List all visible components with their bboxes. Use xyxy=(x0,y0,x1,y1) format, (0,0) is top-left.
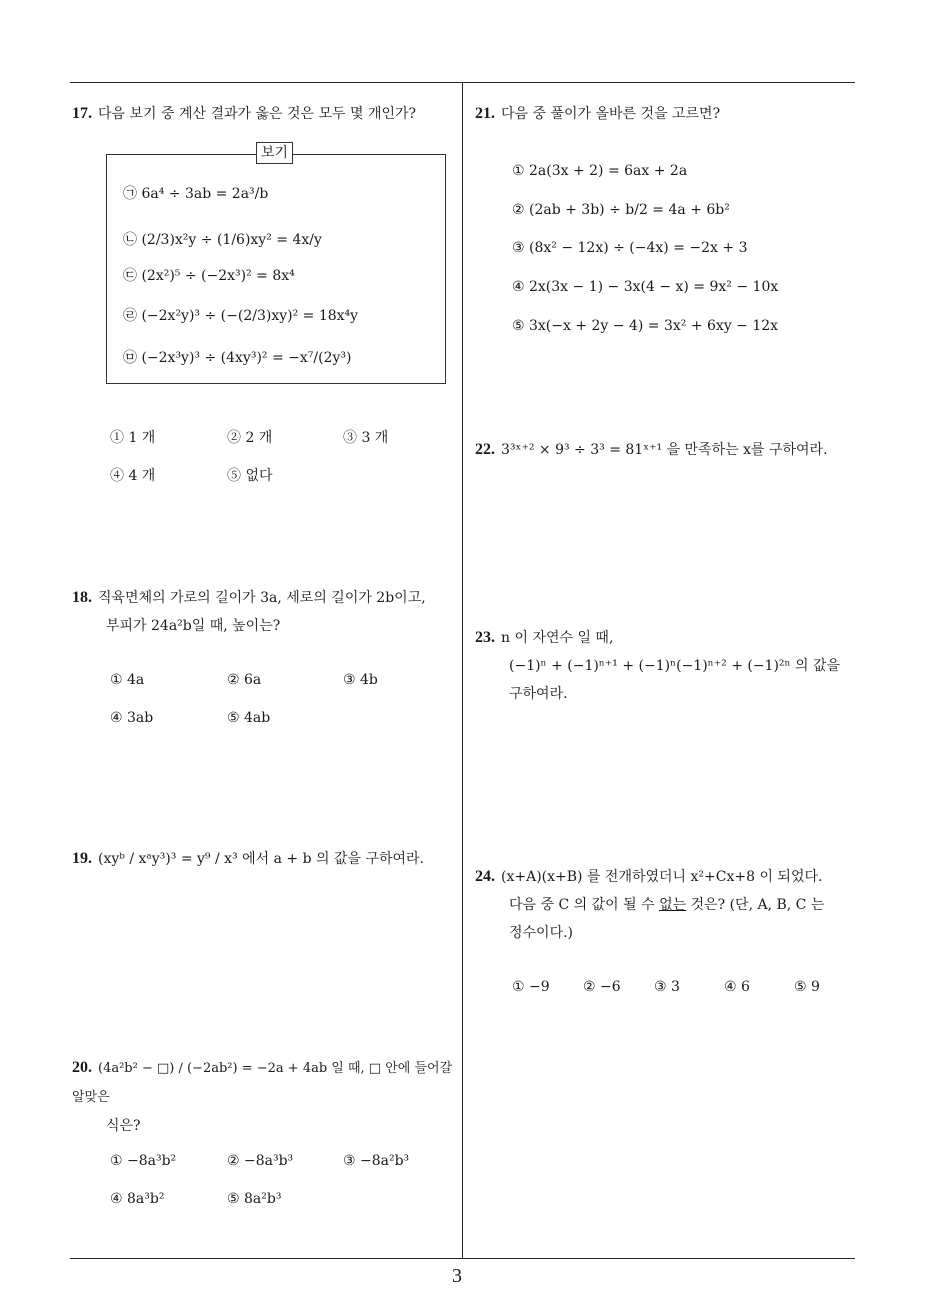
option-5[interactable]: ⑤ 3x(−x + 2y − 4) = 3x² + 6xy − 12x xyxy=(512,318,779,334)
question-text: (xyᵇ / xᵃy³)³ = y⁹ / x³ 에서 a + b 의 값을 구하여라. xyxy=(98,851,425,867)
question-text-line1: (x+A)(x+B) 를 전개하였더니 x²+Cx+8 이 되었다. xyxy=(501,869,823,885)
option-1[interactable]: ① 1 개 xyxy=(110,430,156,446)
question-text-line1: (4a²b² − □) / (−2ab²) = −2a + 4ab 일 때, □ 안에 들어갈 알맞은 xyxy=(72,1061,453,1105)
option-5[interactable]: ⑤ 4ab xyxy=(227,710,271,726)
example-box xyxy=(106,154,446,384)
question-number: 23. xyxy=(475,629,495,646)
question-19 xyxy=(72,845,457,873)
option-4[interactable]: ④ 4 개 xyxy=(110,468,156,484)
option-4[interactable]: ④ 2x(3x − 1) − 3x(4 − x) = 9x² − 10x xyxy=(512,279,779,295)
example-item-5: ㉤ (−2x³y)³ ÷ (4xy³)² = −x⁷/(2y³) xyxy=(123,350,352,366)
option-1[interactable]: ① −8a³b² xyxy=(110,1153,177,1169)
question-17 xyxy=(72,100,457,128)
question-number: 24. xyxy=(475,868,495,885)
option-4[interactable]: ④ 3ab xyxy=(110,710,154,726)
page-number: 3 xyxy=(452,1265,462,1287)
question-21 xyxy=(475,100,855,128)
question-text-line1: 직육면체의 가로의 길이가 3a, 세로의 길이가 2b이고, xyxy=(98,590,426,606)
question-18 xyxy=(72,584,457,640)
example-box-label: 보기 xyxy=(256,142,293,164)
question-text-line2a: 다음 중 C 의 값이 될 수 xyxy=(509,897,660,913)
option-2[interactable]: ② 6a xyxy=(227,672,262,688)
option-1[interactable]: ① −9 xyxy=(512,979,550,995)
question-number: 19. xyxy=(72,850,92,867)
question-text-line2b: 것은? (단, A, B, C 는 xyxy=(686,897,825,913)
example-item-4: ㉣ (−2x²y)³ ÷ (−(2/3)xy)² = 18x⁴y xyxy=(123,308,359,324)
question-text: 다음 중 풀이가 올바른 것을 고르면? xyxy=(501,106,721,122)
option-4[interactable]: ④ 8a³b² xyxy=(110,1191,165,1207)
option-5[interactable]: ⑤ 9 xyxy=(794,979,820,995)
question-24 xyxy=(475,863,860,947)
option-3[interactable]: ③ 3 xyxy=(654,979,680,995)
emphasis-underline: 없는 xyxy=(659,897,687,913)
option-2[interactable]: ② −8a³b³ xyxy=(227,1153,294,1169)
bottom-rule xyxy=(70,1258,855,1259)
option-4[interactable]: ④ 6 xyxy=(724,979,750,995)
question-text-line2: (−1)ⁿ + (−1)ⁿ⁺¹ + (−1)ⁿ(−1)ⁿ⁺² + (−1)²ⁿ 의 값을 xyxy=(509,658,841,674)
option-2[interactable]: ② −6 xyxy=(583,979,621,995)
question-text: 3³ˣ⁺² × 9³ ÷ 3³ = 81ˣ⁺¹ 을 만족하는 x를 구하여라. xyxy=(501,442,828,458)
question-number: 20. xyxy=(72,1059,92,1076)
question-20 xyxy=(72,1054,460,1140)
question-text: 다음 보기 중 계산 결과가 옳은 것은 모두 몇 개인가? xyxy=(98,106,417,122)
example-item-2: ㉡ (2/3)x²y ÷ (1/6)xy² = 4x/y xyxy=(123,232,322,248)
option-3[interactable]: ③ 4b xyxy=(343,672,378,688)
option-2[interactable]: ② 2 개 xyxy=(227,430,273,446)
question-number: 18. xyxy=(72,589,92,606)
question-number: 17. xyxy=(72,105,92,122)
example-item-1: ㉠ 6a⁴ ÷ 3ab = 2a³/b xyxy=(123,186,269,202)
column-divider xyxy=(462,83,463,1259)
option-5[interactable]: ⑤ 8a²b³ xyxy=(227,1191,282,1207)
example-item-3: ㉢ (2x²)⁵ ÷ (−2x³)² = 8x⁴ xyxy=(123,268,295,284)
question-text-line2: 부피가 24a²b일 때, 높이는? xyxy=(106,618,281,634)
question-text-line3: 정수이다.) xyxy=(509,925,574,941)
option-1[interactable]: ① 4a xyxy=(110,672,145,688)
question-text-line1: n 이 자연수 일 때, xyxy=(501,630,614,646)
question-number: 21. xyxy=(475,105,495,122)
option-2[interactable]: ② (2ab + 3b) ÷ b/2 = 4a + 6b² xyxy=(512,202,730,218)
option-3[interactable]: ③ 3 개 xyxy=(343,430,389,446)
question-23 xyxy=(475,624,860,708)
option-1[interactable]: ① 2a(3x + 2) = 6ax + 2a xyxy=(512,163,688,179)
question-text-line2: 식은? xyxy=(106,1118,141,1134)
question-text-line3: 구하여라. xyxy=(509,686,568,702)
option-3[interactable]: ③ (8x² − 12x) ÷ (−4x) = −2x + 3 xyxy=(512,240,748,256)
question-number: 22. xyxy=(475,441,495,458)
question-22 xyxy=(475,436,855,464)
option-5[interactable]: ⑤ 없다 xyxy=(227,468,273,484)
option-3[interactable]: ③ −8a²b³ xyxy=(343,1153,410,1169)
